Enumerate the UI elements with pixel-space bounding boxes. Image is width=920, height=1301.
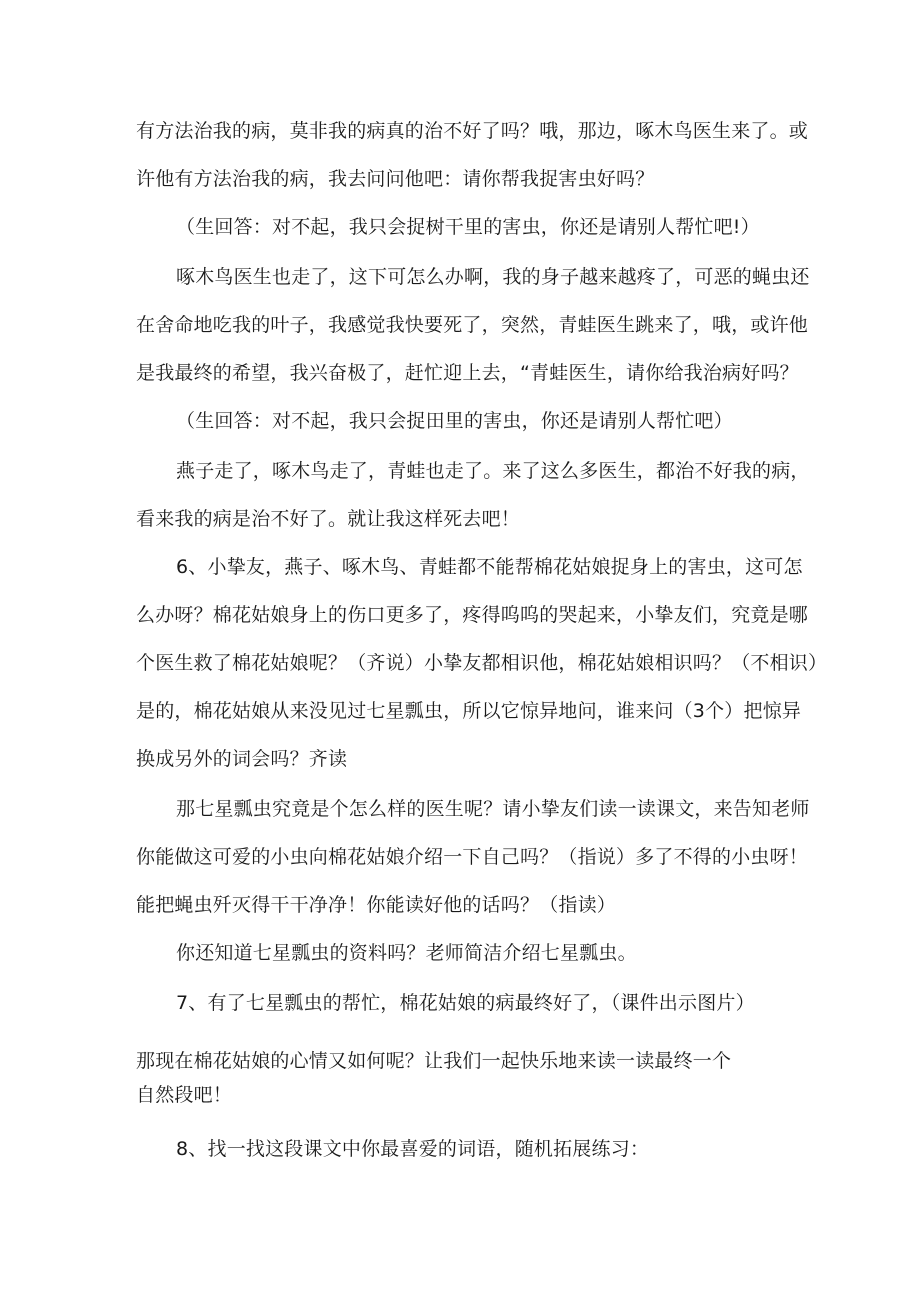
text-line: 个医生救了棉花姑娘呢？（齐说）小挚友都相识他，棉花姑娘相识吗？（不相识）	[136, 652, 828, 674]
text-line: 你能做这可爱的小虫向棉花姑娘介绍一下自己吗？（指说）多了不得的小虫呀！	[136, 846, 809, 868]
text-line: 看来我的病是治不好了。就让我这样死去吧！	[136, 508, 521, 530]
text-line: 8、找一找这段课文中你最喜爱的词语，随机拓展练习：	[176, 1138, 650, 1160]
text-line: 能把蝇虫歼灭得干干净净！你能读好他的话吗？（指读）	[136, 894, 617, 916]
text-line: 在舍命地吃我的叶子，我感觉我快要死了，突然，青蛙医生跳来了，哦，或许他	[136, 314, 809, 336]
text-line: 有方法治我的病，莫非我的病真的治不好了吗？哦，那边，啄木鸟医生来了。或	[136, 120, 809, 142]
text-line: 换成另外的词会吗？齐读	[136, 748, 348, 770]
text-line: 是的，棉花姑娘从来没见过七星瓢虫，所以它惊异地问，谁来问（3个）把惊异	[136, 700, 802, 722]
text-line: 自然段吧！	[136, 1084, 233, 1106]
text-line: 燕子走了，啄木鸟走了，青蛙也走了。来了这么多医生，都治不好我的病，	[176, 460, 810, 482]
text-line: 那现在棉花姑娘的心情又如何呢？让我们一起快乐地来读一读最终一个	[136, 1050, 732, 1072]
text-line: 是我最终的希望，我兴奋极了，赶忙迎上去，“青蛙医生，请你给我治病好吗？	[136, 362, 799, 384]
text-line: 么办呀？棉花姑娘身上的伤口更多了，疼得呜呜的哭起来，小挚友们，究竟是哪	[136, 604, 809, 626]
text-line: （生回答：对不起，我只会捉田里的害虫，你还是请别人帮忙吧）	[176, 410, 733, 432]
text-line: 你还知道七星瓢虫的资料吗？老师简洁介绍七星瓢虫。	[176, 942, 637, 964]
text-line: 那七星瓢虫究竟是个怎么样的医生呢？请小挚友们读一读课文，来告知老师	[176, 798, 810, 820]
text-line: 许他有方法治我的病，我去问问他吧：请你帮我捉害虫好吗？	[136, 168, 655, 190]
text-line: 啄木鸟医生也走了，这下可怎么办啊，我的身子越来越疼了，可恶的蝇虫还	[176, 266, 810, 288]
text-line: 7、有了七星瓢虫的帮忙，棉花姑娘的病最终好了，（课件出示图片）	[176, 992, 755, 1014]
text-line: （生回答：对不起，我只会捉树干里的害虫，你还是请别人帮忙吧!）	[176, 216, 760, 238]
text-line: 6、小挚友，燕子、啄木鸟、青蛙都不能帮棉花姑娘捉身上的害虫，这可怎	[176, 556, 803, 578]
